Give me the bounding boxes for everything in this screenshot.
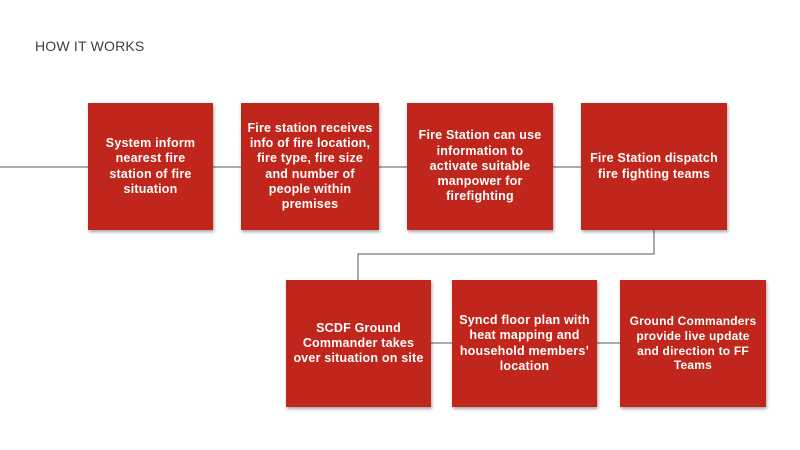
- step-text-3: Fire Station can use information to activate suitable manpower for firefighting: [418, 128, 542, 204]
- step-text-5: SCDF Ground Commander takes over situation on site: [293, 320, 424, 366]
- step-text-7: Ground Commanders provide live update and direction to FF Teams: [629, 314, 757, 373]
- step-text-6: Syncd floor plan with heat mapping and household members’ location: [459, 313, 590, 373]
- step-box-2: [241, 103, 379, 230]
- step-box-5: [286, 280, 431, 407]
- page-title: HOW IT WORKS: [35, 38, 145, 54]
- connector-line-4-5: [358, 230, 654, 280]
- step-box-4: [581, 103, 727, 230]
- step-box-6: [452, 280, 597, 407]
- step-text-4: Fire Station dispatch fire fighting teams: [590, 151, 718, 181]
- step-text-2: Fire station receives info of fire location, fire type, fire size and number of people within premises: [247, 120, 373, 211]
- step-box-1: [88, 103, 213, 230]
- step-text-1: System inform nearest fire station of fire situation: [105, 136, 196, 196]
- step-box-3: [407, 103, 553, 230]
- step-box-7: [620, 280, 766, 407]
